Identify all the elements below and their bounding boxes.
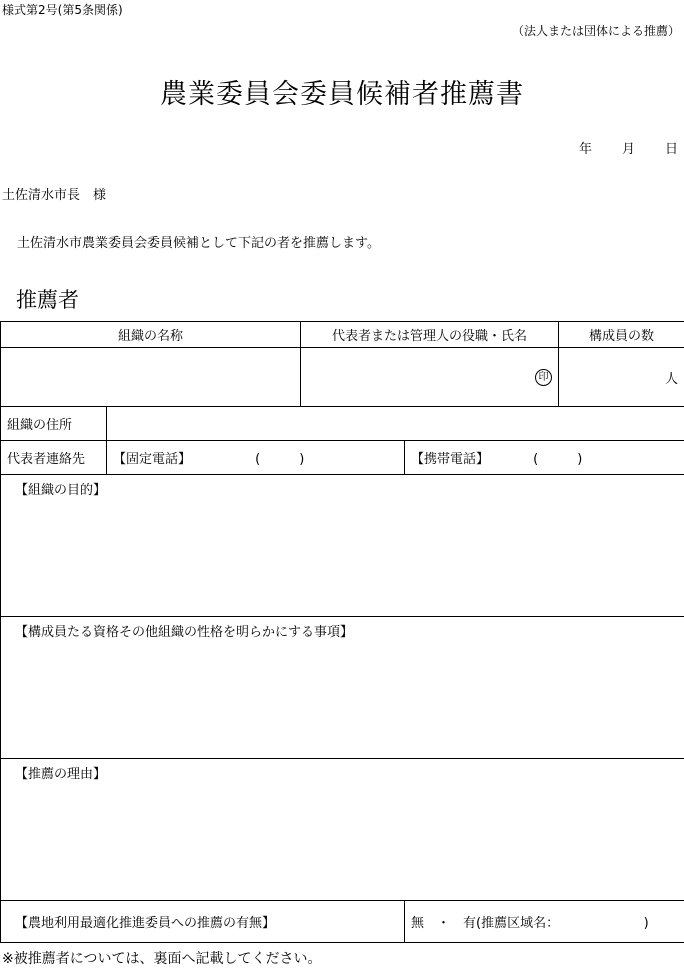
address-row xyxy=(1,407,684,441)
addressee: 土佐清水市長 様 xyxy=(2,184,106,203)
purpose-row xyxy=(1,475,684,617)
date-day-label: 日 xyxy=(665,138,678,157)
recommender-table xyxy=(0,321,684,943)
page-title: 農業委員会委員候補者推薦書 xyxy=(0,72,684,111)
purpose-field[interactable] xyxy=(1,475,684,617)
reason-field[interactable] xyxy=(1,759,684,901)
intro-text: 土佐清水市農業委員会委員候補として下記の者を推薦します。 xyxy=(17,232,380,251)
section-heading: 推薦者 xyxy=(16,284,79,314)
org-name-field[interactable] xyxy=(1,348,301,407)
date-year-label: 年 xyxy=(579,138,592,157)
org-name-header: 組織の名称 xyxy=(1,322,301,348)
member-count-header: 構成員の数 xyxy=(559,322,684,348)
contact-row xyxy=(1,441,684,475)
committee-row xyxy=(1,901,684,943)
address-label: 組織の住所 xyxy=(1,407,107,441)
date-line xyxy=(579,138,678,157)
representative-field[interactable] xyxy=(301,348,559,407)
reason-row xyxy=(1,759,684,901)
landline-field[interactable] xyxy=(107,441,405,475)
footer-note: ※被推薦者については、裏面へ記載してください。 xyxy=(2,948,321,968)
mobile-label: 【携帯電話】 xyxy=(411,452,489,467)
committee-options[interactable]: 無 ・ 有(推薦区域名： ) xyxy=(405,901,684,943)
member-count-field[interactable] xyxy=(559,348,684,407)
purpose-label: 【組織の目的】 xyxy=(15,483,106,498)
mobile-area-code: ( ) xyxy=(533,452,582,467)
qualification-field[interactable] xyxy=(1,617,684,759)
address-field[interactable] xyxy=(107,407,684,441)
member-unit: 人 xyxy=(665,372,678,387)
form-number: 様式第2号(第5条関係) xyxy=(2,1,123,18)
landline-area-code: ( ) xyxy=(255,452,304,467)
seal-mark-icon: 印 xyxy=(535,369,552,386)
landline-label: 【固定電話】 xyxy=(113,452,191,467)
representative-header: 代表者または管理人の役職・氏名 xyxy=(301,322,559,348)
table-header-row xyxy=(1,322,684,348)
qualification-row xyxy=(1,617,684,759)
org-entry-row xyxy=(1,348,684,407)
qualification-label: 【構成員たる資格その他組織の性格を明らかにする事項】 xyxy=(15,625,353,640)
form-type-note: （法人または団体による推薦） xyxy=(512,22,680,39)
mobile-field[interactable] xyxy=(405,441,684,475)
reason-label: 【推薦の理由】 xyxy=(15,767,106,782)
contact-label: 代表者連絡先 xyxy=(1,441,107,475)
committee-label: 【農地利用最適化推進委員への推薦の有無】 xyxy=(1,901,405,943)
date-month-label: 月 xyxy=(622,138,635,157)
